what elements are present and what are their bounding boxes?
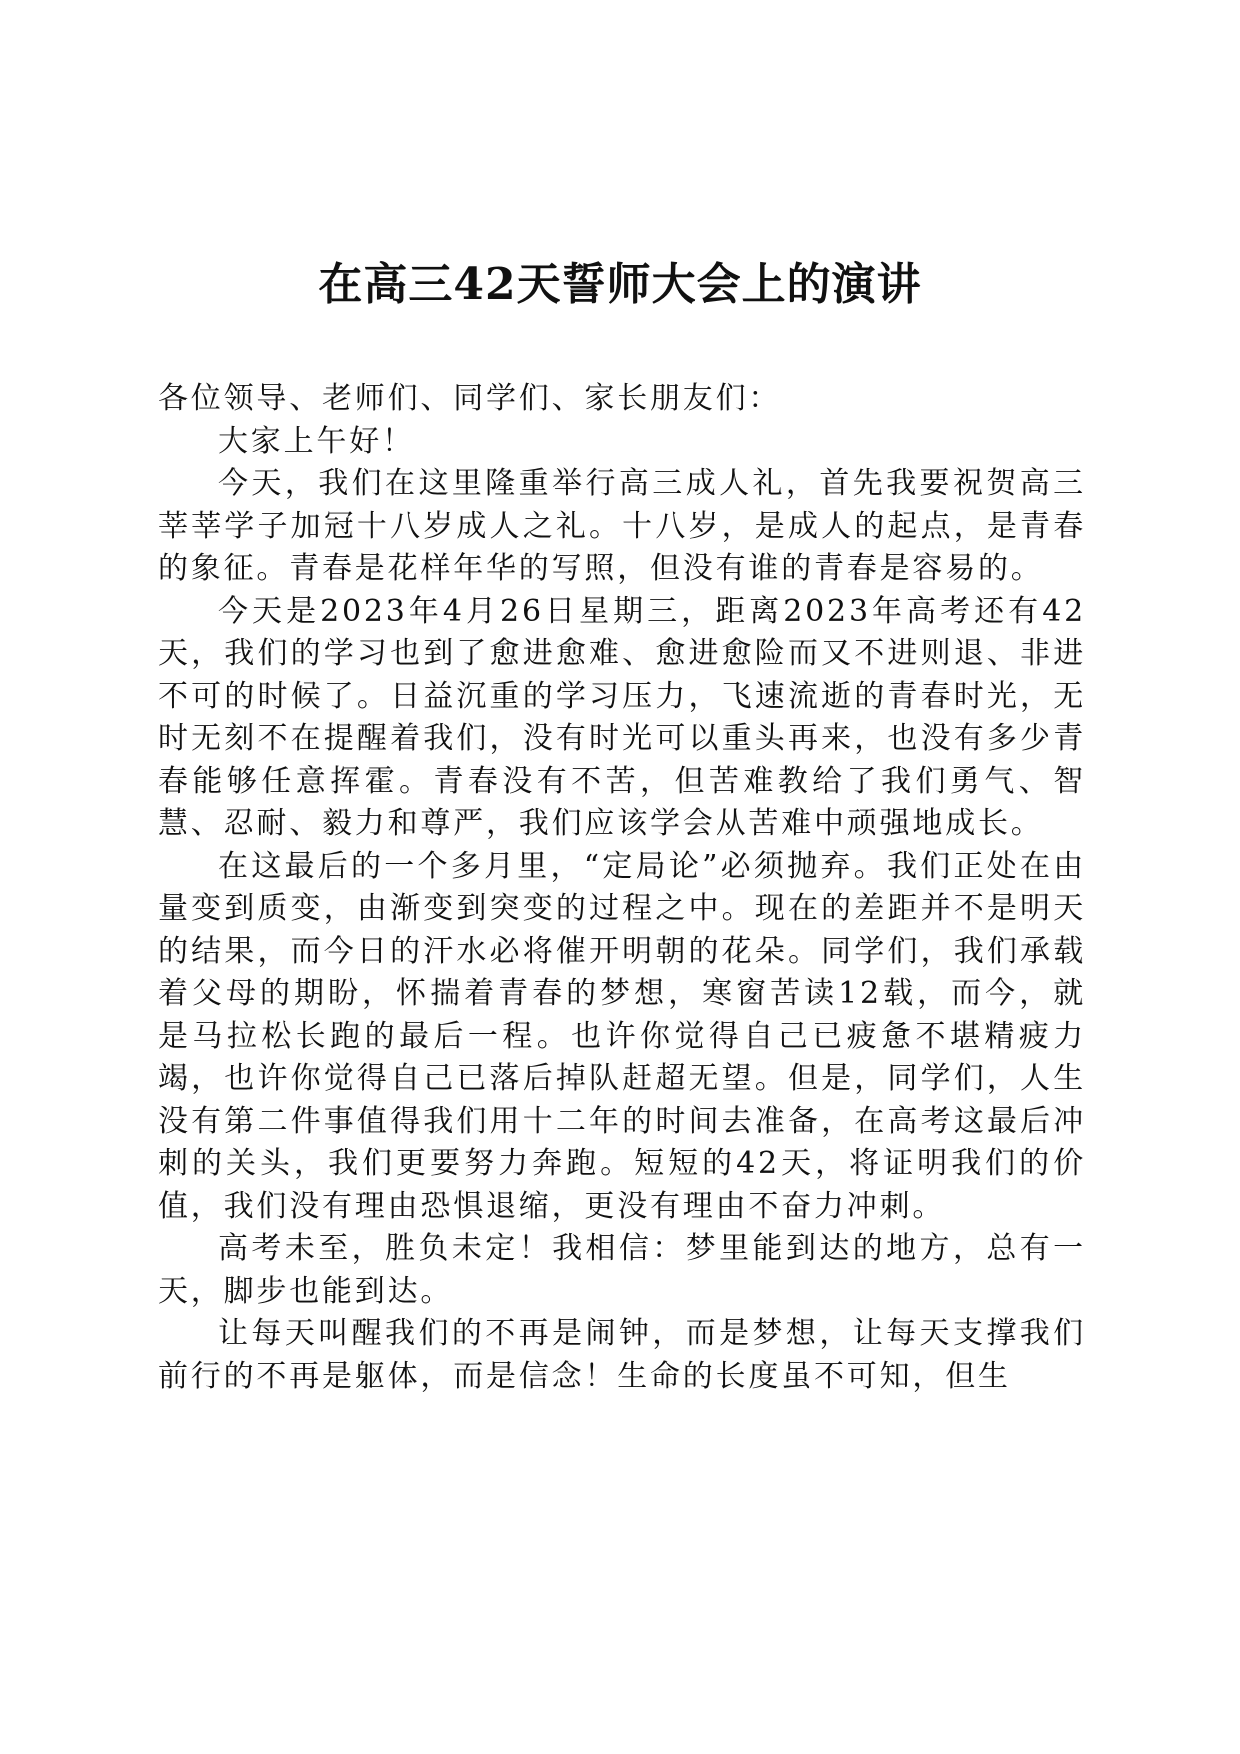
paragraph-coming-of-age: 今天，我们在这里隆重举行高三成人礼，首先我要祝贺高三莘莘学子加冠十八岁成人之礼。十八岁，是成人的起点，是青春的象征。青春是花样年华的写照，但没有谁的青春是容易的。 — [158, 466, 1086, 586]
paragraph-final-month: 在这最后的一个多月里，“定局论”必须抛弃。我们正处在由量变到质变，由渐变到突变的过程之中。现在的差距并不是明天的结果，而今日的汗水必将催开明朝的花朵。同学们，我们承载着父母的期盼，怀揣着青春的梦想，寒窗苦读12载，而今，就是马拉松长跑的最后一程。也许你觉得自己已疲惫不堪精疲力竭，也许你觉得自己已落后掉队赶超无望。但是，同学们，人生没有第二件事值得我们用十二年的时间去准备，在高考这最后冲刺的关头，我们更要努力奔跑。短短的42天，将证明我们的价值，我们没有理由恐惧退缩，更没有理由不奋力冲刺。 — [158, 848, 1086, 1224]
paragraph-dream: 让每天叫醒我们的不再是闹钟，而是梦想，让每天支撑我们前行的不再是躯体，而是信念！生命的长度虽不可知，但生 — [158, 1316, 1086, 1394]
document-title: 在高三42天誓师大会上的演讲 — [318, 259, 922, 310]
document-body — [158, 378, 1086, 1398]
paragraph-countdown: 今天是2023年4月26日星期三，距离2023年高考还有42天，我们的学习也到了愈进愈难、愈进愈险而又不进则退、非进不可的时候了。日益沉重的学习压力，飞速流逝的青春时光，无时无刻不在提醒着我们，没有时光可以重头再来，也没有多少青春能够任意挥霍。青春没有不苦，但苦难教给了我们勇气、智慧、忍耐、毅力和尊严，我们应该学会从苦难中顽强地成长。 — [158, 593, 1086, 841]
paragraph-greeting: 大家上午好！ — [218, 423, 415, 459]
paragraph-belief: 高考未至，胜负未定！我相信：梦里能到达的地方，总有一天，脚步也能到达。 — [158, 1231, 1086, 1309]
salutation: 各位领导、老师们、同学们、家长朋友们： — [158, 381, 782, 416]
